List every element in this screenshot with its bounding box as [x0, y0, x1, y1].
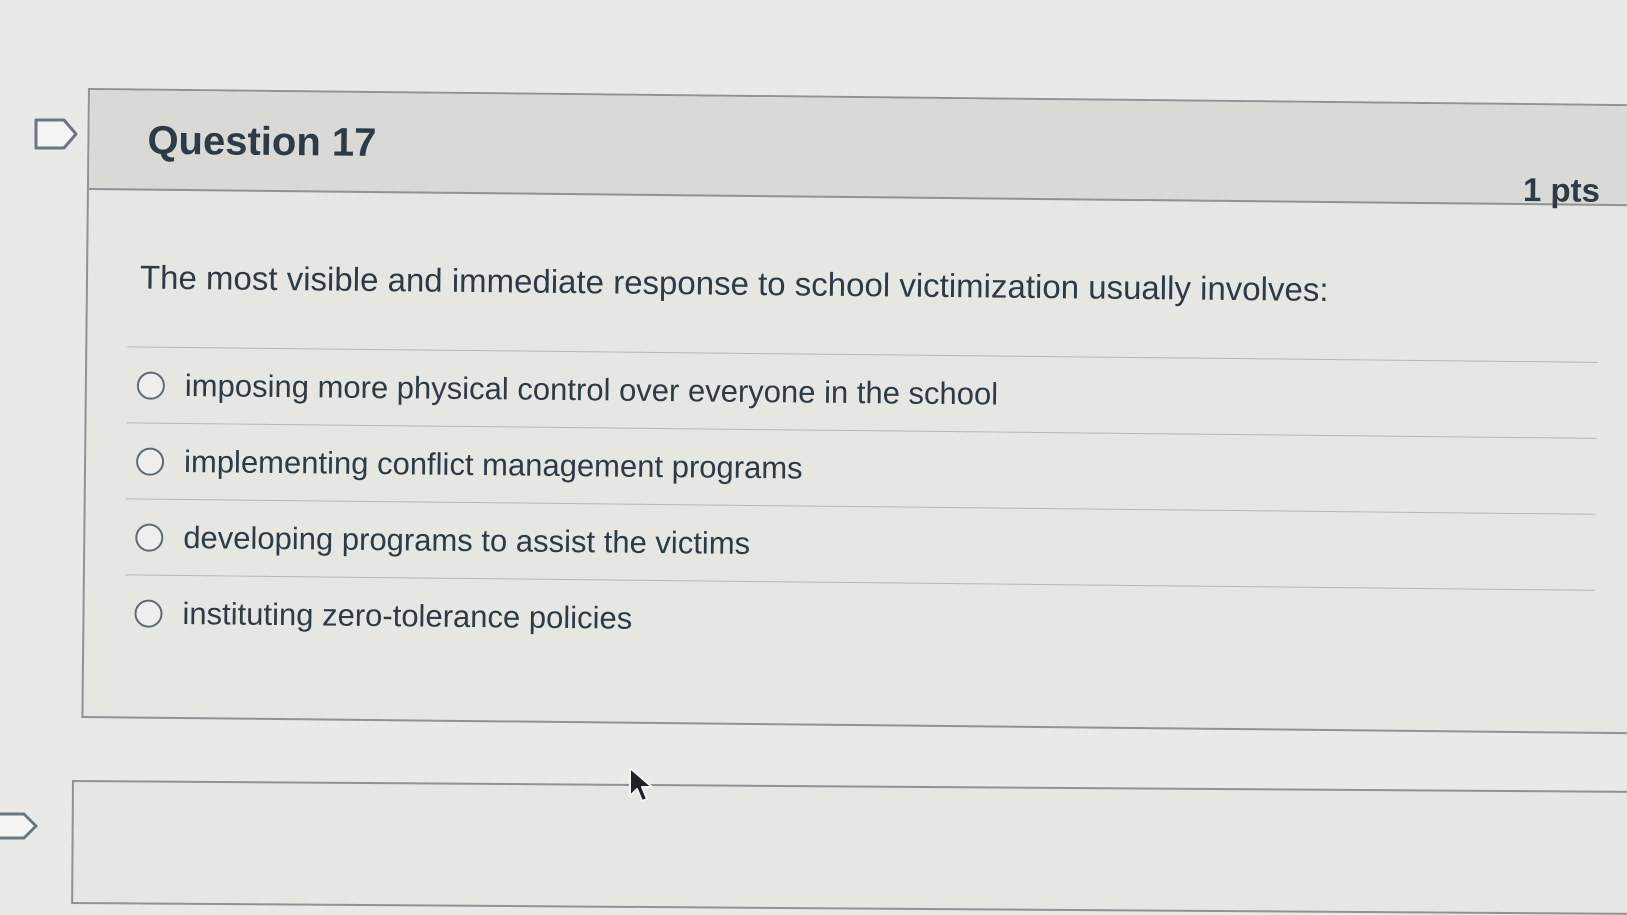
radio-button-icon[interactable] [135, 523, 163, 551]
answer-label[interactable]: implementing conflict management programs [183, 443, 803, 486]
question-card [81, 88, 1627, 734]
answer-option[interactable] [124, 574, 1595, 665]
question-points: 1 pts [1522, 171, 1601, 209]
bookmark-flag-icon[interactable] [34, 116, 80, 152]
answer-label[interactable]: imposing more physical control over everyone in the school [184, 367, 999, 412]
question-title: Question 17 [147, 118, 377, 166]
question-header [89, 90, 1627, 209]
radio-button-icon[interactable] [137, 371, 165, 399]
radio-button-icon[interactable] [134, 599, 162, 627]
answer-list [124, 346, 1597, 665]
answer-label[interactable]: developing programs to assist the victims [183, 519, 751, 561]
bookmark-flag-icon[interactable] [0, 810, 42, 840]
mouse-pointer-icon [628, 766, 654, 804]
question-text: The most visible and immediate response to school victimization usually involves: [139, 258, 1329, 309]
next-question-card [71, 780, 1627, 915]
answer-label[interactable]: instituting zero-tolerance policies [182, 595, 633, 636]
radio-button-icon[interactable] [136, 447, 164, 475]
